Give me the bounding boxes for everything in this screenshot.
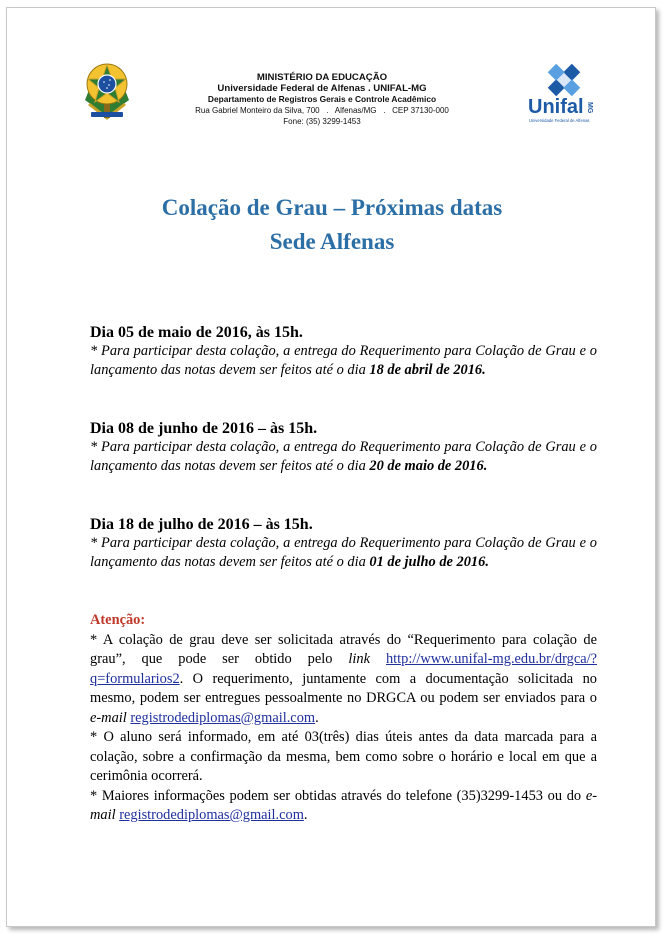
entry-note: * Para participar desta colação, a entrega do Requerimento para Colação de Grau e o lançamento das notas devem ser feitos até o dia 18 de abril de 2016. [90,343,597,378]
notice-paragraph-request: * A colação de grau deve ser solicitada através do “Requerimento para colação de grau”, que pode ser obtido pelo link http://www.unifal-mg.edu.br/drgca/?q=formularios2. O requerimento, juntamente com a documentação solicitada no mesmo, podem ser entregues pessoalmente no DRGCA ou podem ser enviados para o e-mail registrodediplomas@gmail.com. [90,631,597,726]
unifal-logo-icon [527,60,599,126]
title-line-1: Colação de Grau – Próximas datas [161,195,503,220]
entry-note: * Para participar desta colação, a entrega do Requerimento para Colação de Grau e o lançamento das notas devem ser feitos até o dia 20 de maio de 2016. [90,439,597,474]
entry-deadline: 18 de abril de 2016. [369,362,486,378]
logo-wordmark: Unifal [528,96,584,118]
notice-paragraph-contact: * Maiores informações podem ser obtidas através do telefone (35)3299-1453 ou do e-mail registrodediplomas@gmail.com. [90,787,597,823]
entry-heading: Dia 05 de maio de 2016, às 15h. [90,324,303,341]
university-name: Universidade Federal de Alfenas . UNIFAL-MG [217,83,427,94]
ceremony-entry [90,323,597,380]
entry-deadline: 20 de maio de 2016. [369,458,488,474]
ceremony-entry [90,419,597,476]
entry-heading: Dia 18 de julho de 2016 – às 15h. [90,516,313,533]
forms-link[interactable]: http://www.unifal-mg.edu.br/drgca/?q=formularios2 [90,651,597,687]
title-line-2: Sede Alfenas [269,229,395,254]
logo-tag: MG [586,102,593,114]
entry-heading: Dia 08 de junho de 2016 – às 15h. [90,420,318,437]
ministry-name: MINISTÉRIO DA EDUCAÇÃO [256,72,388,83]
phone: Fone: (35) 3299-1453 [283,117,361,126]
email-link[interactable]: registrodediplomas@gmail.com [119,807,304,823]
ceremony-entry [90,515,597,572]
department-name: Departamento de Registros Gerais e Controle Acadêmico [207,94,437,104]
notice-label: Atenção: [90,612,146,628]
email-link[interactable]: registrodediplomas@gmail.com [130,709,316,726]
document-page [6,7,656,927]
page-title [7,191,657,259]
logo-subtitle: Universidade Federal de Alfenas [529,118,590,123]
letterhead [7,8,657,148]
entry-note: * Para participar desta colação, a entrega do Requerimento para Colação de Grau e o lançamento das notas devem ser feitos até o dia 01 de julho de 2016. [90,535,597,570]
institution-block [157,72,487,127]
notice-paragraph-confirmation: * O aluno será informado, em até 03(três) dias úteis antes da data marcada para a colação, sobre a confirmação da mesma, bem como sobre o horário e local em que a cerimônia ocorrerá. [90,729,597,784]
brazil-coat-of-arms-icon [81,60,133,122]
address: Rua Gabriel Monteiro da Silva, 700 . Alfenas/MG . CEP 37130-000 [195,106,449,115]
notice-section [90,611,597,826]
entry-deadline: 01 de julho de 2016. [369,554,489,570]
